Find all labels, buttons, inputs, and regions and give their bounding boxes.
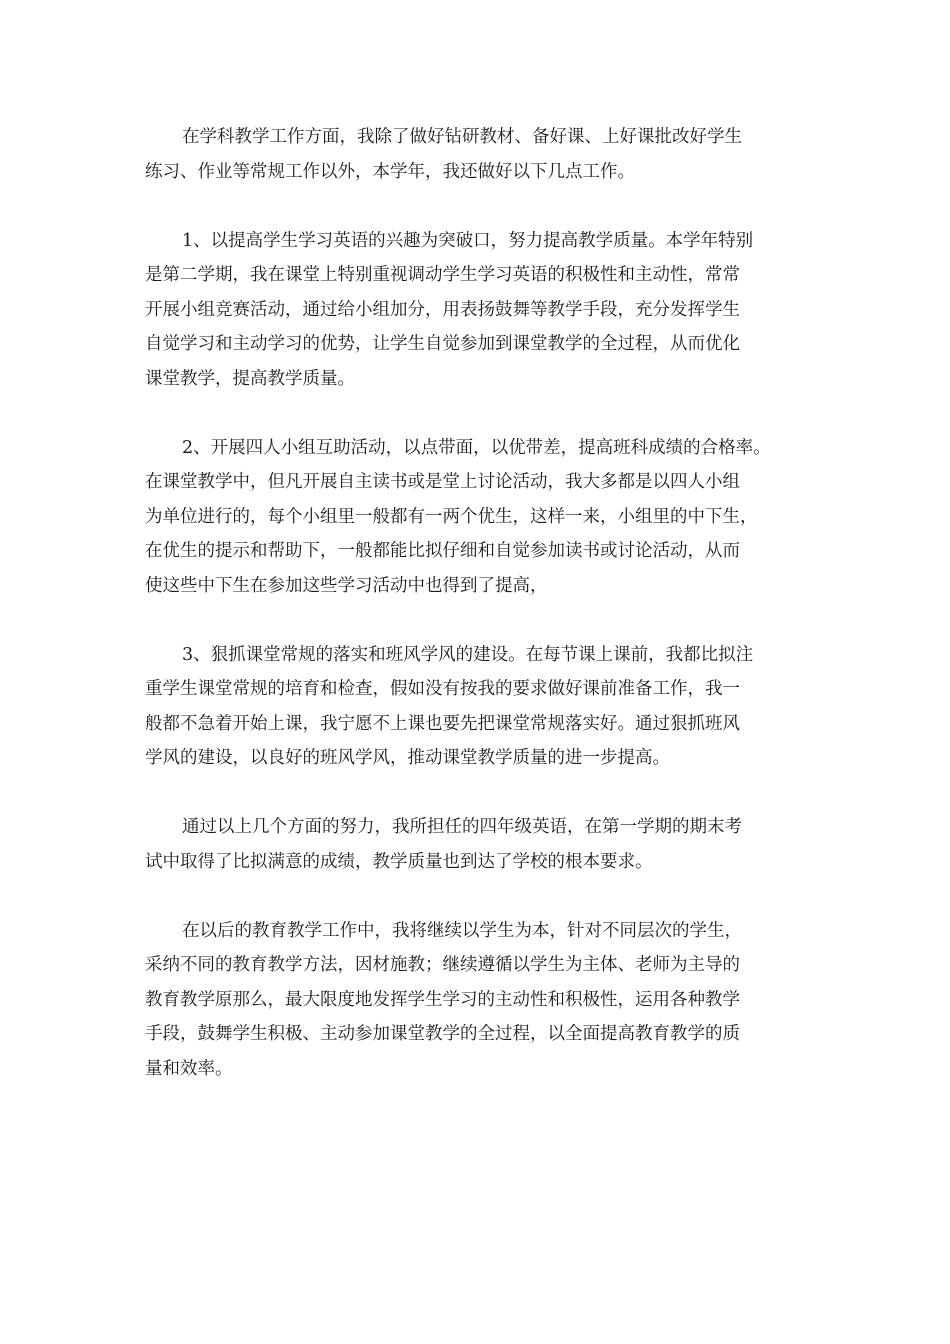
paragraph-item-1 — [145, 224, 825, 397]
text-line: 3、狠抓课堂常规的落实和班风学风的建设。在每节课上课前，我都比拟注 — [182, 644, 754, 665]
text-line: 在课堂教学中，但凡开展自主读书或是堂上讨论活动，我大多都是以四人小组 — [145, 472, 740, 492]
document-body — [145, 120, 825, 1121]
text-line: 自觉学习和主动学习的优势，让学生自觉参加到课堂教学的全过程，从而优化 — [145, 334, 740, 354]
text-line: 练习、作业等常规工作以外，本学年，我还做好以下几点工作。 — [145, 161, 635, 182]
text-line: 采纳不同的教育教学方法，因材施教；继续遵循以学生为主体、老师为主导的 — [145, 955, 740, 975]
text-line: 量和效率。 — [145, 1058, 233, 1079]
text-line: 在优生的提示和帮助下，一般都能比拟仔细和自觉参加读书或讨论活动，从而 — [145, 541, 740, 561]
text-line: 在学科教学工作方面，我除了做好钻研教材、备好课、上好课批改好学生 — [182, 127, 742, 147]
text-line: 在以后的教育教学工作中，我将继续以学生为本，针对不同层次的学生， — [182, 920, 742, 941]
text-line: 学风的建设，以良好的班风学风，推动课堂教学质量的进一步提高。 — [145, 748, 670, 768]
text-line: 是第二学期，我在课堂上特别重视调动学生学习英语的积极性和主动性，常常 — [145, 265, 740, 285]
text-line: 课堂教学，提高教学质量。 — [145, 368, 355, 389]
paragraph-summary — [145, 810, 825, 879]
paragraph-intro — [145, 120, 825, 189]
paragraph-outlook — [145, 914, 825, 1087]
text-line: 通过以上几个方面的努力，我所担任的四年级英语，在第一学期的期末考 — [182, 817, 742, 837]
text-line: 教育教学原那么，最大限度地发挥学生学习的主动性和积极性，运用各种教学 — [145, 989, 740, 1010]
text-line: 重学生课堂常规的培育和检查，假如没有按我的要求做好课前准备工作，我一 — [145, 679, 740, 699]
paragraph-item-3 — [145, 638, 825, 776]
paragraph-item-2 — [145, 431, 825, 604]
text-line: 使这些中下生在参加这些学习活动中也得到了提高， — [145, 575, 548, 596]
text-line: 手段，鼓舞学生积极、主动参加课堂教学的全过程，以全面提高教育教学的质 — [145, 1024, 740, 1044]
text-line: 为单位进行的，每个小组里一般都有一两个优生，这样一来，小组里的中下生， — [145, 506, 758, 527]
text-line: 般都不急着开始上课，我宁愿不上课也要先把课堂常规落实好。通过狠抓班风 — [145, 713, 740, 734]
text-line: 开展小组竞赛活动，通过给小组加分，用表扬鼓舞等教学手段，充分发挥学生 — [145, 299, 740, 320]
text-line: 2、开展四人小组互助活动，以点带面，以优带差，提高班科成绩的合格率。 — [182, 437, 771, 458]
text-line: 1、以提高学生学习英语的兴趣为突破口，努力提高教学质量。本学年特别 — [182, 230, 754, 251]
text-line: 试中取得了比拟满意的成绩，教学质量也到达了学校的根本要求。 — [145, 851, 653, 872]
